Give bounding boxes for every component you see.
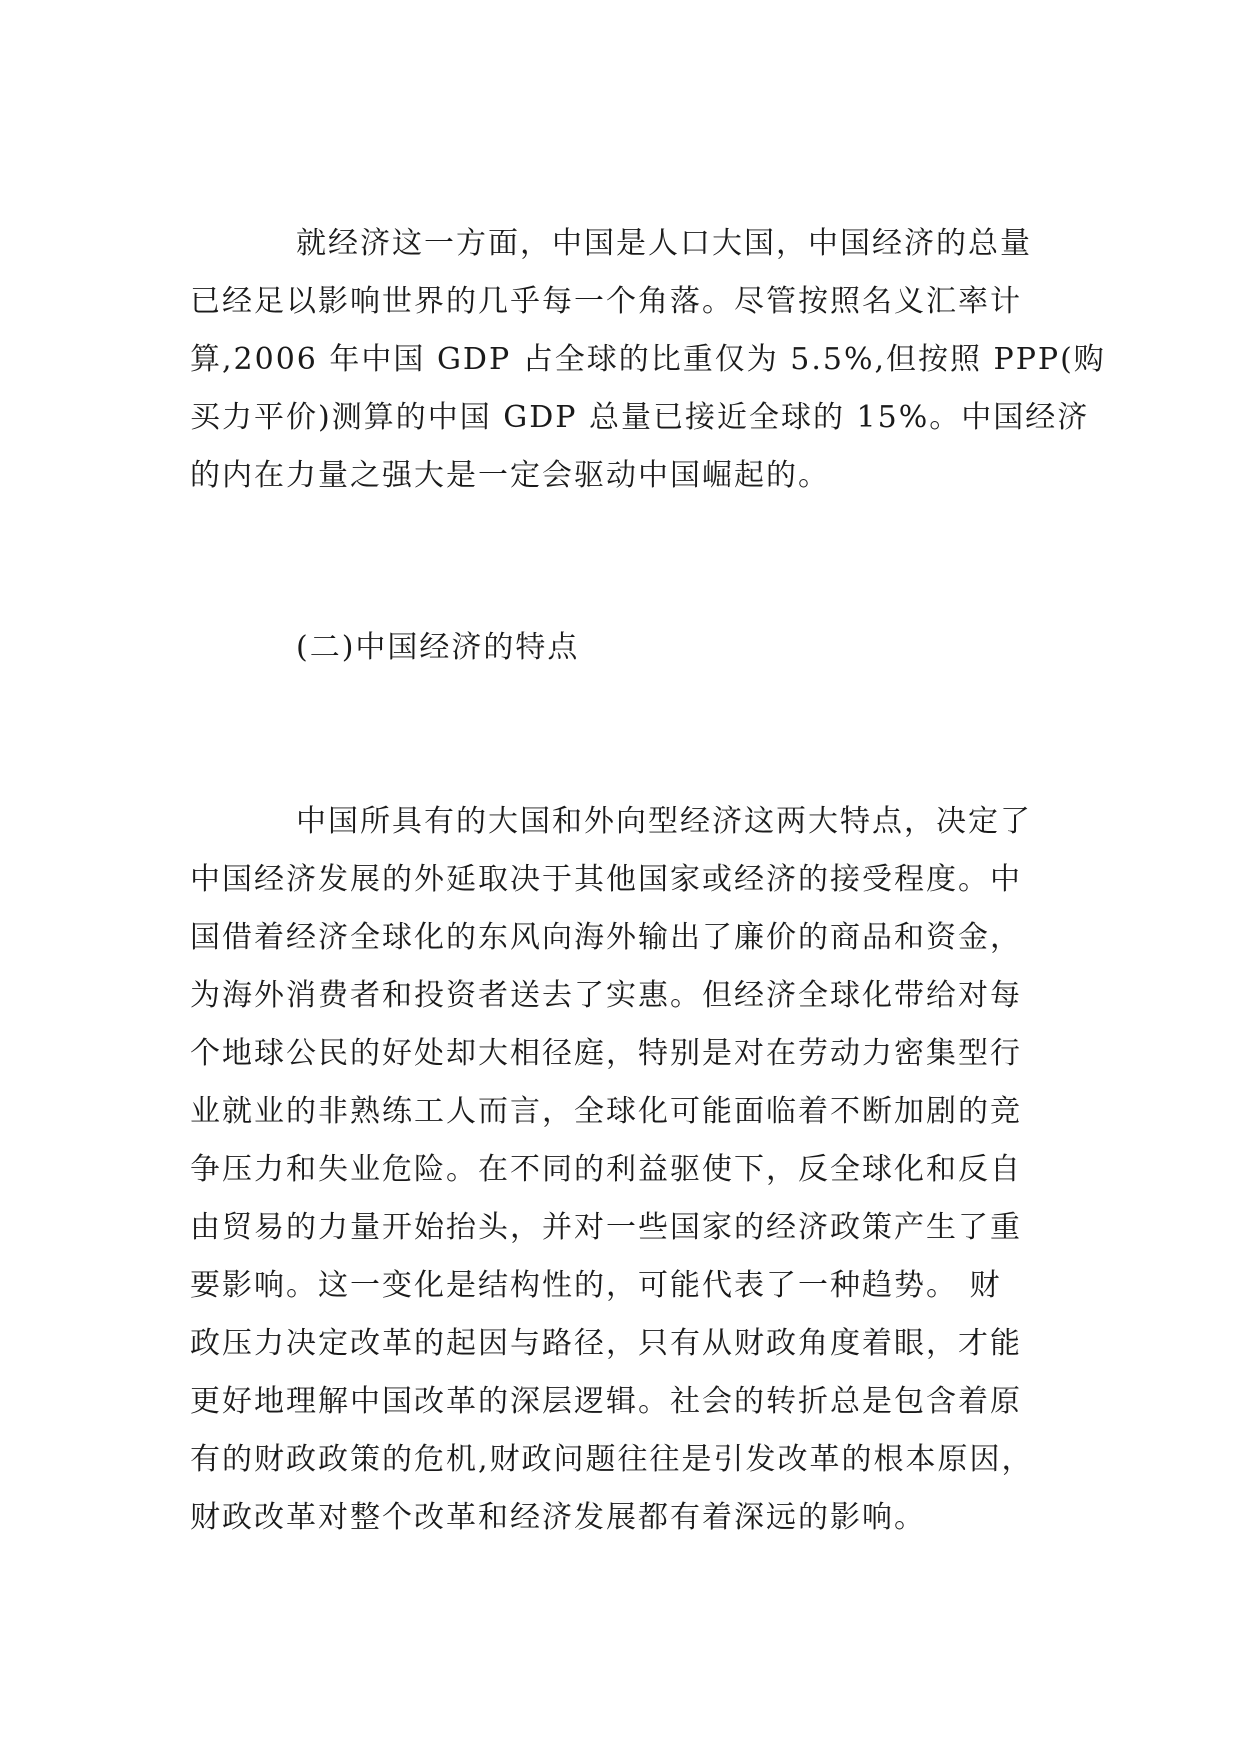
paragraph-2-line-13: 财政改革对整个改革和经济发展都有着深远的影响。 — [190, 1500, 926, 1535]
paragraph-2-line-5: 个地球公民的好处却大相径庭，特别是对在劳动力密集型行 — [190, 1036, 1022, 1071]
paragraph-2-line-4: 为海外消费者和投资者送去了实惠。但经济全球化带给对每 — [190, 978, 1022, 1013]
paragraph-2-line-8: 由贸易的力量开始抬头，并对一些国家的经济政策产生了重 — [190, 1210, 1022, 1245]
paragraph-2-line-1: 中国所具有的大国和外向型经济这两大特点，决定了 — [296, 804, 1032, 839]
paragraph-1-line-5: 的内在力量之强大是一定会驱动中国崛起的。 — [190, 458, 830, 493]
section-heading: (二)中国经济的特点 — [296, 630, 580, 665]
paragraph-2-line-12: 有的财政政策的危机,财政问题往往是引发改革的根本原因， — [190, 1442, 1034, 1477]
paragraph-2-line-3: 国借着经济全球化的东风向海外输出了廉价的商品和资金， — [190, 920, 1022, 955]
paragraph-1-line-1: 就经济这一方面，中国是人口大国，中国经济的总量 — [296, 226, 1032, 261]
paragraph-2-line-7: 争压力和失业危险。在不同的利益驱使下，反全球化和反自 — [190, 1152, 1022, 1187]
paragraph-1-line-4: 买力平价)测算的中国 GDP 总量已接近全球的 15%。中国经济 — [190, 400, 1090, 435]
paragraph-1-line-2: 已经足以影响世界的几乎每一个角落。尽管按照名义汇率计 — [190, 284, 1022, 319]
paragraph-2-line-11: 更好地理解中国改革的深层逻辑。社会的转折总是包含着原 — [190, 1384, 1022, 1419]
paragraph-2-line-6: 业就业的非熟练工人而言，全球化可能面临着不断加剧的竞 — [190, 1094, 1022, 1129]
paragraph-2-line-2: 中国经济发展的外延取决于其他国家或经济的接受程度。中 — [190, 862, 1022, 897]
paragraph-2-line-10: 政压力决定改革的起因与路径，只有从财政角度着眼，才能 — [190, 1326, 1022, 1361]
paragraph-1-line-3: 算,2006 年中国 GDP 占全球的比重仅为 5.5%,但按照 PPP(购 — [190, 342, 1106, 377]
paragraph-2-line-9: 要影响。这一变化是结构性的，可能代表了一种趋势。 财 — [190, 1268, 1002, 1303]
